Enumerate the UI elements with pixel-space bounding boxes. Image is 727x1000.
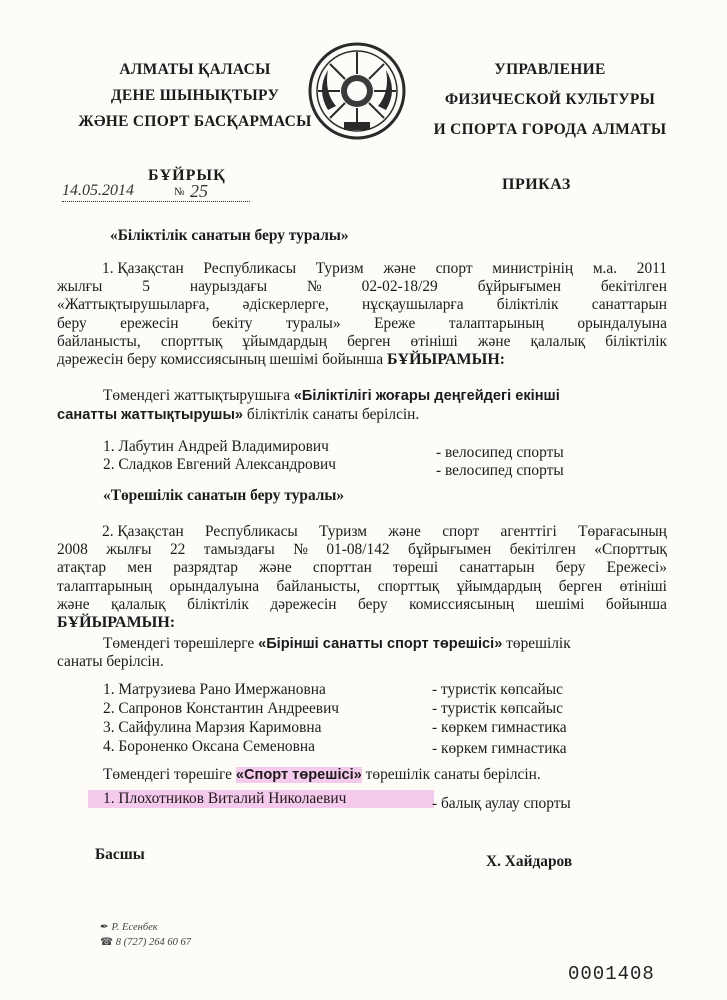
s1-line-5: байланысты, спорттық ұйымдардың берген өтініші және қалалық біліктілік [57, 332, 667, 350]
section1-paragraph [57, 260, 667, 369]
list-item-sport: - велосипед спорты [436, 444, 564, 461]
s2-line-1: 2. Қазақстан Республикасы Туризм және спорт агенттігі Төрағасының [102, 523, 667, 540]
list-item-sport: - велосипед спорты [436, 462, 564, 479]
date-underline [62, 201, 250, 202]
section2-assign-2: санаты берілсін. [57, 653, 164, 670]
section1-assign-2: санатты жаттықтырушы» біліктілік санаты берілсін. [57, 406, 420, 423]
s2-line-2: 2008 жылғы 22 тамыздағы № 01-08/142 бұйрығымен бекітілген «Спорттық [57, 541, 667, 559]
list-item-sport: - туристік көпсайыс [432, 700, 563, 717]
list-item-sport: - туристік көпсайыс [432, 681, 563, 698]
list-item: 2. Сапронов Константин Андреевич [103, 700, 340, 717]
section1-title: «Біліктілік санатын беру туралы» [110, 227, 349, 244]
executor-phone: ☎ 8 (727) 264 60 67 [100, 937, 191, 948]
doc-title-ru: ПРИКАЗ [502, 176, 571, 193]
signer-name: Х. Хайдаров [486, 853, 573, 870]
header-left-line-2: ДЕНЕ ШЫНЫҚТЫРУ [110, 87, 280, 104]
s1-line-4: беру ережесін бекіту туралы» Ереже талаптарының орындалуына [57, 314, 667, 332]
section1-assign: Төмендегі жаттықтырушыға «Біліктілігі жоғары деңгейдегі екінші [103, 387, 560, 404]
header-left-line-1: АЛМАТЫ ҚАЛАСЫ [119, 61, 271, 78]
s2-line-5: және қалалық біліктілік дәрежесін беру комиссиясының шешімі бойынша [57, 595, 667, 613]
serial-number: 0001408 [568, 963, 655, 985]
header-left [70, 57, 320, 135]
section2-paragraph [57, 523, 667, 632]
section2-assign-referee: Төмендегі төрешіге «Спорт төрешісі» төрешілік санаты берілсін. [103, 766, 541, 783]
section2-assign: Төмендегі төрешілерге «Бірінші санатты спорт төрешісі» төрешілік [103, 635, 571, 652]
doc-title-kz: БҰЙРЫҚ [148, 167, 226, 184]
list-item: 3. Сайфулина Марзия Каримовна [103, 719, 322, 736]
state-emblem-icon [306, 40, 408, 142]
list-item: 1. Плохотников Виталий Николаевич [103, 790, 347, 807]
doc-number-sign: № [174, 186, 185, 198]
list-item-sport: - көркем гимнастика [432, 719, 567, 736]
head-label: Басшы [95, 846, 145, 863]
s2-line-4: талаптарының орындалуына байланысты, спорттық ұйымдардың берген өтініші [57, 577, 667, 595]
header-right-line-3: И СПОРТА ГОРОДА АЛМАТЫ [433, 121, 667, 138]
header-right-line-1: УПРАВЛЕНИЕ [494, 61, 606, 78]
list-item-sport: - балық аулау спорты [432, 795, 571, 812]
list-item: 1. Лабутин Андрей Владимирович [103, 438, 329, 455]
s1-line-2: жылғы 5 наурыздағы № 02-02-18/29 бұйрығымен бекітілген [57, 278, 667, 296]
list-item: 1. Матрузиева Рано Имержановна [103, 681, 326, 698]
doc-date-number [62, 182, 250, 206]
list-item: 2. Сладков Евгений Александрович [103, 456, 336, 473]
executor: ✒ Р. Есенбек [100, 922, 158, 933]
header-right-line-2: ФИЗИЧЕСКОЙ КУЛЬТУРЫ [444, 91, 656, 108]
doc-date: 14.05.2014 [62, 182, 134, 199]
s1-line-1: 1. Қазақстан Республикасы Туризм және спорт министрінің м.а. 2011 [102, 260, 667, 277]
s1-line-6: дәрежесін беру комиссиясының шешімі бойынша БҰЙЫРАМЫН: [57, 351, 505, 369]
phone-icon: ☎ [100, 937, 114, 948]
list-item-sport: - көркем гимнастика [432, 740, 567, 757]
section2-title: «Төрешілік санатын беру туралы» [103, 487, 345, 504]
s1-line-3: «Жаттықтырушыларға, әдіскерлерге, нұсқаушыларға біліктілік санаттарын [57, 296, 667, 314]
pen-icon: ✒ [100, 922, 109, 933]
header-right [405, 55, 695, 145]
s2-line-6: БҰЙЫРАМЫН: [57, 614, 175, 632]
header-left-line-3: ЖӘНЕ СПОРТ БАСҚАРМАСЫ [78, 113, 312, 130]
doc-number: 25 [190, 181, 208, 201]
s2-line-3: атақтар мен разрядтар және спорттан төреші санаттарын беру Ережесі» [57, 559, 667, 577]
list-item: 4. Бороненко Оксана Семеновна [103, 738, 315, 755]
